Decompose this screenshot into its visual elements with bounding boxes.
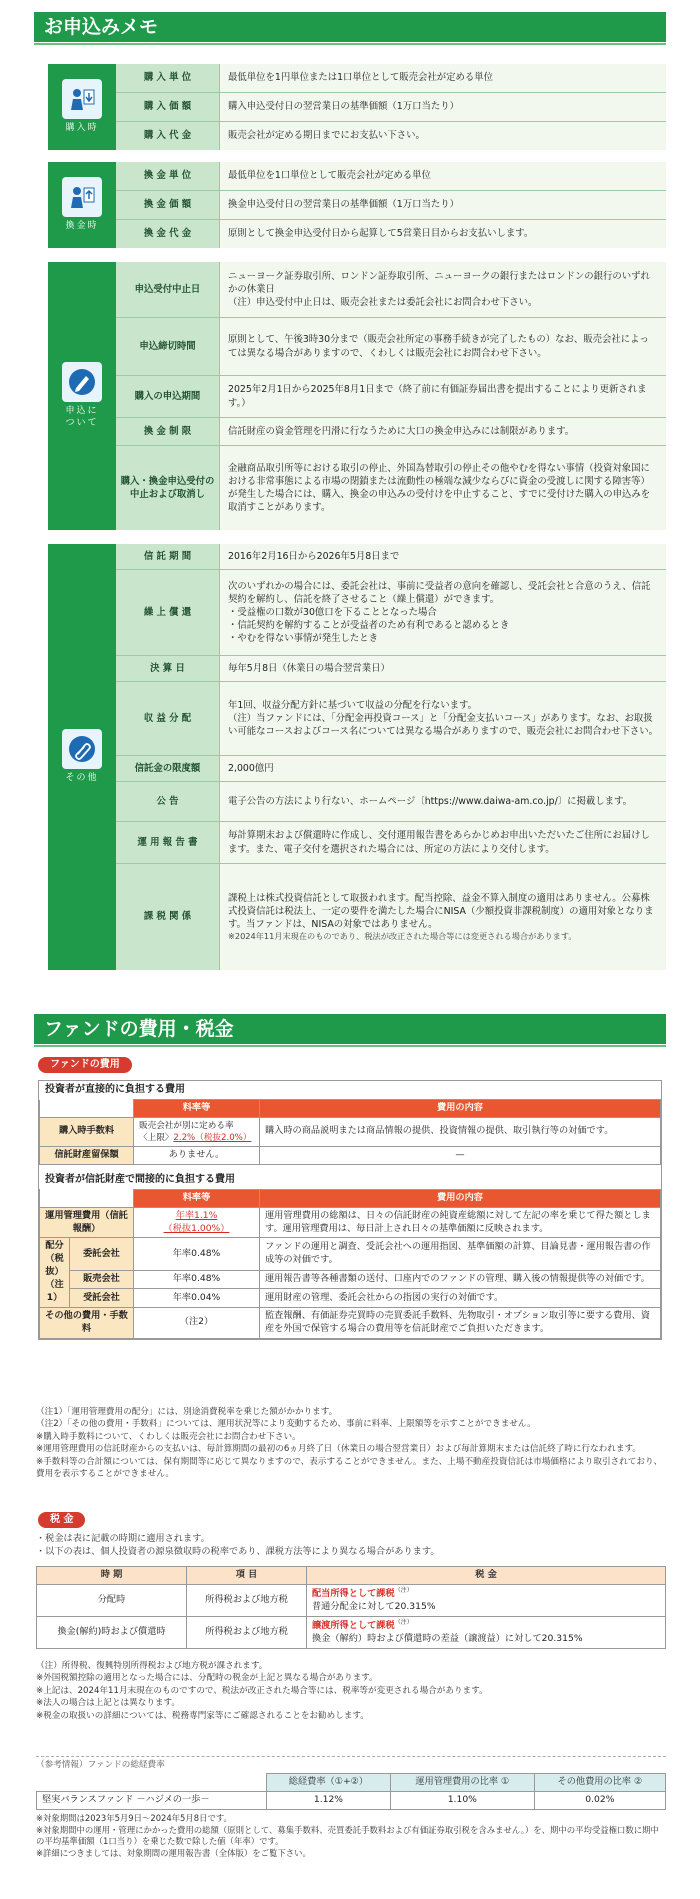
table-header: 運用管理費用の比率 ① bbox=[390, 1774, 534, 1792]
memo-row bbox=[116, 318, 666, 376]
row-text: 課税上は株式投資信託として取扱われます。配当控除、益金不算入制度の適用はありません。公募株式投資信託は税法上、一定の要件を満たした場合にNISA（少額投資非課税制度）の適用対象となります。当ファンドは、NISAの対象ではありません。 bbox=[228, 892, 654, 930]
row-key: 申込締切時間 bbox=[116, 318, 220, 375]
table-row bbox=[40, 1146, 661, 1164]
row-key: 繰 上 償 還 bbox=[116, 570, 220, 655]
other-label: その他 bbox=[65, 773, 99, 784]
row-key: 課 税 関 係 bbox=[116, 864, 220, 970]
row-value: 電子公告の方法により行ない、ホームページ〔https://www.daiwa-am.co.jp/〕に掲載します。 bbox=[220, 782, 666, 821]
fee-label: 信託財産留保額 bbox=[40, 1146, 134, 1164]
fee-notes bbox=[36, 1406, 666, 1481]
table-header: 料率等 bbox=[134, 1189, 260, 1207]
row-key: 公 告 bbox=[116, 782, 220, 821]
table-row bbox=[37, 1791, 666, 1809]
fee-label: 販売会社 bbox=[70, 1270, 134, 1289]
fee-rate bbox=[134, 1207, 260, 1238]
memo-row bbox=[116, 682, 666, 756]
table-row bbox=[40, 1207, 661, 1238]
other-side bbox=[48, 544, 116, 970]
tax-value bbox=[307, 1616, 666, 1648]
row-note: （注）申込受付中止日は、販売会社または委託会社にお問合わせ下さい。 bbox=[228, 297, 538, 309]
memo-row bbox=[116, 93, 666, 122]
mgmt-ratio: 1.10% bbox=[390, 1791, 534, 1809]
application-side bbox=[48, 262, 116, 530]
tax-when: 分配時 bbox=[37, 1584, 187, 1616]
table-header-blank bbox=[40, 1100, 134, 1118]
rate-text: 年率1.1% bbox=[175, 1209, 218, 1221]
table-row bbox=[37, 1584, 666, 1616]
rate-ex-tax: （税抜1.00%） bbox=[163, 1222, 230, 1234]
rate-cap: 〈上限〉 bbox=[139, 1132, 174, 1143]
note-line: （注1）「運用管理費用の配分」には、別途消費税率を乗じた額がかかります。 bbox=[36, 1407, 338, 1417]
memo-row bbox=[116, 822, 666, 864]
memo-row bbox=[116, 446, 666, 530]
reference-title: （参考情報）ファンドの総経費率 bbox=[36, 1760, 165, 1770]
fee-box bbox=[38, 1080, 662, 1340]
row-value bbox=[220, 570, 666, 655]
table-row bbox=[40, 1270, 661, 1289]
memo-row bbox=[116, 220, 666, 248]
row-key: 決 算 日 bbox=[116, 656, 220, 681]
note-line: （注2）「その他の費用・手数料」については、運用状況等により変動するため、事前に料率、上限額等を示すことができません。 bbox=[36, 1419, 536, 1430]
note-line: ※外国税額控除の適用となった場合には、分配時の税金が上記と異なる場合があります。 bbox=[36, 1673, 378, 1684]
tax-item: 所得税および地方税 bbox=[187, 1584, 307, 1616]
table-header-blank bbox=[40, 1189, 134, 1207]
note-line: ※購入時手数料について、くわしくは販売会社にお問合わせ下さい。 bbox=[36, 1431, 301, 1442]
fee-desc: ファンドの運用と調査、受託会社への運用指図、基準価額の計算、目論見書・運用報告書の作成等の対価です。 bbox=[260, 1238, 661, 1270]
row-key: 収 益 分 配 bbox=[116, 682, 220, 755]
table-header-row bbox=[37, 1567, 666, 1585]
memo-row bbox=[116, 191, 666, 220]
fee-label: 購入時手数料 bbox=[40, 1117, 134, 1146]
fee-label: 運用管理費用（信託報酬） bbox=[40, 1207, 134, 1238]
pen-icon bbox=[62, 362, 102, 402]
row-value: 2025年2月1日から2025年8月1日まで（終了前に有価証券届出書を提出することにより更新されます。） bbox=[220, 376, 666, 417]
table-header: 料率等 bbox=[134, 1100, 260, 1118]
row-value: 2016年2月16日から2026年5月8日まで bbox=[220, 544, 666, 569]
row-key: 運 用 報 告 書 bbox=[116, 822, 220, 863]
other-block bbox=[48, 544, 666, 970]
row-value: 信託財産の資金管理を円滑に行なうために大口の換金申込みには制限があります。 bbox=[220, 418, 666, 445]
table-header: 総経費率（①+②） bbox=[267, 1774, 391, 1792]
row-value: 毎計算期末および償還時に作成し、交付運用報告書をあらかじめお申出いただいたご住所にお届けします。また、電子交付を選択された場合には、所定の方法により交付します。 bbox=[220, 822, 666, 863]
row-value: 最低単位を1円単位または1口単位として販売会社が定める単位 bbox=[220, 64, 666, 92]
table-row bbox=[40, 1289, 661, 1308]
fee-label: 委託会社 bbox=[70, 1238, 134, 1270]
row-key: 換 金 単 位 bbox=[116, 162, 220, 190]
row-value bbox=[220, 864, 666, 970]
tax-type: 譲渡所得として課税 bbox=[312, 1619, 395, 1631]
row-text: 年1回、収益分配方針に基づいて収益の分配を行ないます。 bbox=[228, 699, 477, 711]
note-line: ※法人の場合は上記とは異なります。 bbox=[36, 1698, 181, 1709]
note-line: （注）所得税、復興特別所得税および地方税が課されます。 bbox=[36, 1661, 268, 1671]
memo-row bbox=[116, 544, 666, 570]
table-header: 税 金 bbox=[307, 1567, 666, 1585]
table-header-row bbox=[40, 1100, 661, 1118]
memo-row bbox=[116, 162, 666, 191]
row-value: 毎年5月8日（休業日の場合翌営業日） bbox=[220, 656, 666, 681]
row-value bbox=[220, 262, 666, 317]
row-text: ニューヨーク証券取引所、ロンドン証券取引所、ニューヨークの銀行またはロンドンの銀行のいずれかの休業日 bbox=[228, 270, 650, 295]
paperclip-icon bbox=[62, 729, 102, 769]
row-key: 購入・換金申込受付の中止および取消し bbox=[116, 446, 220, 530]
note-line: ※税金の取扱いの詳細については、税務専門家等にご確認されることをお勧めします。 bbox=[36, 1710, 369, 1721]
table-header: 費用の内容 bbox=[260, 1100, 661, 1118]
fee-rate: 年率0.48% bbox=[134, 1238, 260, 1270]
fee-rate: 年率0.04% bbox=[134, 1289, 260, 1308]
row-key: 換 金 代 金 bbox=[116, 220, 220, 248]
tax-sup: （注） bbox=[394, 1618, 413, 1626]
row-text: 次のいずれかの場合には、委託会社は、事前に受益者の意向を確認し、受託会社と合意のうえ、信託契約を解約し、信託を終了させること（繰上償還）ができます。 bbox=[228, 580, 651, 605]
tax-rate: 換金（解約）時および償還時の差益（譲渡益）に対して20.315% bbox=[312, 1632, 583, 1644]
table-row bbox=[37, 1616, 666, 1648]
row-key: 申込受付中止日 bbox=[116, 262, 220, 317]
memo-row bbox=[116, 864, 666, 970]
tax-tag: 税 金 bbox=[38, 1512, 85, 1528]
row-key: 信託金の限度額 bbox=[116, 756, 220, 781]
fee-desc: 運用報告書等各種書類の送付、口座内でのファンドの管理、購入後の情報提供等の対価です。 bbox=[260, 1270, 661, 1289]
table-header: 費用の内容 bbox=[260, 1189, 661, 1207]
fee-label: 受託会社 bbox=[70, 1289, 134, 1308]
total-ratio: 1.12% bbox=[267, 1791, 391, 1809]
fee-label: その他の費用・手数料 bbox=[40, 1307, 134, 1338]
table-header: 時 期 bbox=[37, 1567, 187, 1585]
fee-desc: 運用財産の管理、委託会社からの指図の実行の対価です。 bbox=[260, 1289, 661, 1308]
reference-notes bbox=[36, 1813, 666, 1860]
bullet: ・信託契約を解約することが受益者のため有利であると認めるとき bbox=[228, 620, 510, 632]
note-line: ※運用管理費用の信託財産からの支払いは、毎計算期間の最初の6ヵ月終了日（休業日の場合翌営業日）および毎計算期末または信託終了時に行なわれます。 bbox=[36, 1444, 641, 1455]
purchase-label: 購入時 bbox=[65, 123, 99, 134]
rate-max: 2.2%（税抜2.0%） bbox=[173, 1132, 252, 1143]
row-key: 購 入 代 金 bbox=[116, 122, 220, 150]
direct-fee-table bbox=[39, 1099, 661, 1165]
table-row bbox=[40, 1307, 661, 1338]
reference-table bbox=[36, 1773, 666, 1810]
row-key: 購 入 価 額 bbox=[116, 93, 220, 121]
note-line: ※詳細につきましては、対象期間の運用報告書（全体版）をご覧下さい。 bbox=[36, 1848, 311, 1859]
row-key: 信 託 期 間 bbox=[116, 544, 220, 569]
table-row bbox=[40, 1238, 661, 1270]
row-value: 2,000億円 bbox=[220, 756, 666, 781]
memo-row bbox=[116, 376, 666, 418]
tax-when: 換金(解約)時および償還時 bbox=[37, 1616, 187, 1648]
memo-row bbox=[116, 656, 666, 682]
tax-rate: 普通分配金に対して20.315% bbox=[312, 1600, 436, 1612]
fee-rate bbox=[134, 1117, 260, 1146]
bullet: ・受益権の口数が30億口を下ることとなった場合 bbox=[228, 606, 437, 618]
table-row bbox=[40, 1117, 661, 1146]
memo-row bbox=[116, 64, 666, 93]
row-note: （注）当ファンドには、「分配金再投資コース」と「分配金支払いコース」があります。なお、お取扱い可能なコースおよびコース名については異なる場合がありますので、販売会社にお問合わせ下さい。 bbox=[228, 712, 658, 738]
tax-notes bbox=[36, 1660, 666, 1722]
memo-row bbox=[116, 418, 666, 446]
fee-rate: ありません。 bbox=[134, 1146, 260, 1164]
fee-desc: — bbox=[260, 1146, 661, 1164]
row-value: 原則として換金申込受付日から起算して5営業日目からお支払いします。 bbox=[220, 220, 666, 248]
application-label: 申込に ついて bbox=[65, 406, 99, 428]
tax-intro bbox=[36, 1532, 666, 1559]
tax-item: 所得税および地方税 bbox=[187, 1616, 307, 1648]
row-value: 購入申込受付日の翌営業日の基準価額（1万口当たり） bbox=[220, 93, 666, 121]
fund-name: 堅実バランスファンド －ハジメの一歩－ bbox=[37, 1791, 267, 1809]
section-title-memo: お申込みメモ bbox=[34, 12, 666, 42]
tax-type: 配当所得として課税 bbox=[312, 1587, 395, 1599]
row-value: 販売会社が定める期日までにお支払い下さい。 bbox=[220, 122, 666, 150]
table-header-row bbox=[40, 1189, 661, 1207]
note-line: ※対象期間中の運用・管理にかかった費用の総額（原則として、募集手数料、売買委託手数料および有価証券取引税を含みません。）を、期中の平均受益権口数に期中の平均基準価額（1口当り）を乗じた数で除した値（年率）です。 bbox=[36, 1824, 659, 1847]
table-header-row bbox=[37, 1774, 666, 1792]
row-value: 最低単位を1口単位として販売会社が定める単位 bbox=[220, 162, 666, 190]
rate-text: 販売会社が別に定める率 bbox=[139, 1120, 234, 1131]
memo-row bbox=[116, 756, 666, 782]
fee-desc: 運用管理費用の総額は、日々の信託財産の純資産総額に対して左記の率を乗じて得た額とします。運用管理費用は、毎日計上され日々の基準価額に反映されます。 bbox=[260, 1207, 661, 1238]
purchase-side bbox=[48, 64, 116, 150]
table-header: 項 目 bbox=[187, 1567, 307, 1585]
table-header-blank bbox=[37, 1774, 267, 1792]
purchase-person-icon bbox=[62, 79, 102, 119]
table-header: その他費用の比率 ② bbox=[534, 1774, 665, 1792]
memo-row bbox=[116, 782, 666, 822]
row-key: 購入の申込期間 bbox=[116, 376, 220, 417]
fees-tag: ファンドの費用 bbox=[38, 1057, 132, 1073]
note-line: ※対象期間は2023年5月9日〜2024年5月8日です。 bbox=[36, 1812, 232, 1823]
fee-rate: （注2） bbox=[134, 1307, 260, 1338]
exchange-side bbox=[48, 162, 116, 248]
section-title-fees: ファンドの費用・税金 bbox=[34, 1014, 666, 1044]
row-key: 購 入 単 位 bbox=[116, 64, 220, 92]
exchange-person-icon bbox=[62, 177, 102, 217]
fee-rate: 年率0.48% bbox=[134, 1270, 260, 1289]
alloc-label: 配分（税抜）（注1） bbox=[40, 1238, 70, 1307]
row-value bbox=[220, 682, 666, 755]
exchange-block bbox=[48, 162, 666, 248]
other-ratio: 0.02% bbox=[534, 1791, 665, 1809]
row-key: 換 金 制 限 bbox=[116, 418, 220, 445]
exchange-label: 換金時 bbox=[65, 221, 99, 232]
note-line: ※手数料等の合計額については、保有期間等に応じて異なりますので、表示することができません。また、上場不動産投資信託は市場価格により取引されており、費用を表示することができません。 bbox=[36, 1456, 663, 1480]
application-block bbox=[48, 262, 666, 530]
indirect-fee-title: 投資者が信託財産で間接的に負担する費用 bbox=[45, 1173, 235, 1185]
intro-line: ・以下の表は、個人投資者の源泉徴収時の税率であり、課税方法等により異なる場合があります。 bbox=[36, 1546, 440, 1558]
direct-fee-title: 投資者が直接的に負担する費用 bbox=[45, 1084, 185, 1095]
tax-sup: （注） bbox=[394, 1586, 413, 1594]
bullet: ・やむを得ない事情が発生したとき bbox=[228, 633, 379, 645]
reference-box bbox=[36, 1756, 666, 1860]
note-line: ※上記は、2024年11月末現在のものですので、税法が改正された場合等には、税率等が変更される場合があります。 bbox=[36, 1685, 488, 1696]
row-value: 換金申込受付日の翌営業日の基準価額（1万口当たり） bbox=[220, 191, 666, 219]
row-value: 金融商品取引所等における取引の停止、外国為替取引の停止その他やむを得ない事情（投資対象国における非常事態による市場の閉鎖または流動性の極端な減少ならびに資金の受渡しに関する障害等）が発生した場合には、購入、換金の申込みの受付けを中止すること、すでに受付けた購入の申込みを取消すことがあります。 bbox=[220, 446, 666, 530]
tax-table bbox=[36, 1566, 666, 1649]
intro-line: ・税金は表に記載の時期に適用されます。 bbox=[36, 1533, 210, 1544]
tax-value bbox=[307, 1584, 666, 1616]
row-note: ※2024年11月末現在のものであり、税法が改正された場合等には変更される場合があります。 bbox=[228, 930, 577, 941]
row-value: 原則として、午後3時30分まで（販売会社所定の事務手続きが完了したもの）なお、販売会社によっては異なる場合がありますので、くわしくは販売会社にお問合わせ下さい。 bbox=[220, 318, 666, 375]
fee-desc: 監査報酬、有価証券売買時の売買委託手数料、先物取引・オプション取引等に要する費用、資産を外国で保管する場合の費用等を信託財産でご負担いただきます。 bbox=[260, 1307, 661, 1338]
purchase-block bbox=[48, 64, 666, 150]
row-key: 換 金 価 額 bbox=[116, 191, 220, 219]
memo-row bbox=[116, 262, 666, 318]
indirect-fee-table bbox=[39, 1189, 661, 1339]
tax-table-wrap bbox=[36, 1566, 666, 1649]
memo-row bbox=[116, 122, 666, 150]
memo-row bbox=[116, 570, 666, 656]
fee-desc: 購入時の商品説明または商品情報の提供、投資情報の提供、取引執行等の対価です。 bbox=[260, 1117, 661, 1146]
